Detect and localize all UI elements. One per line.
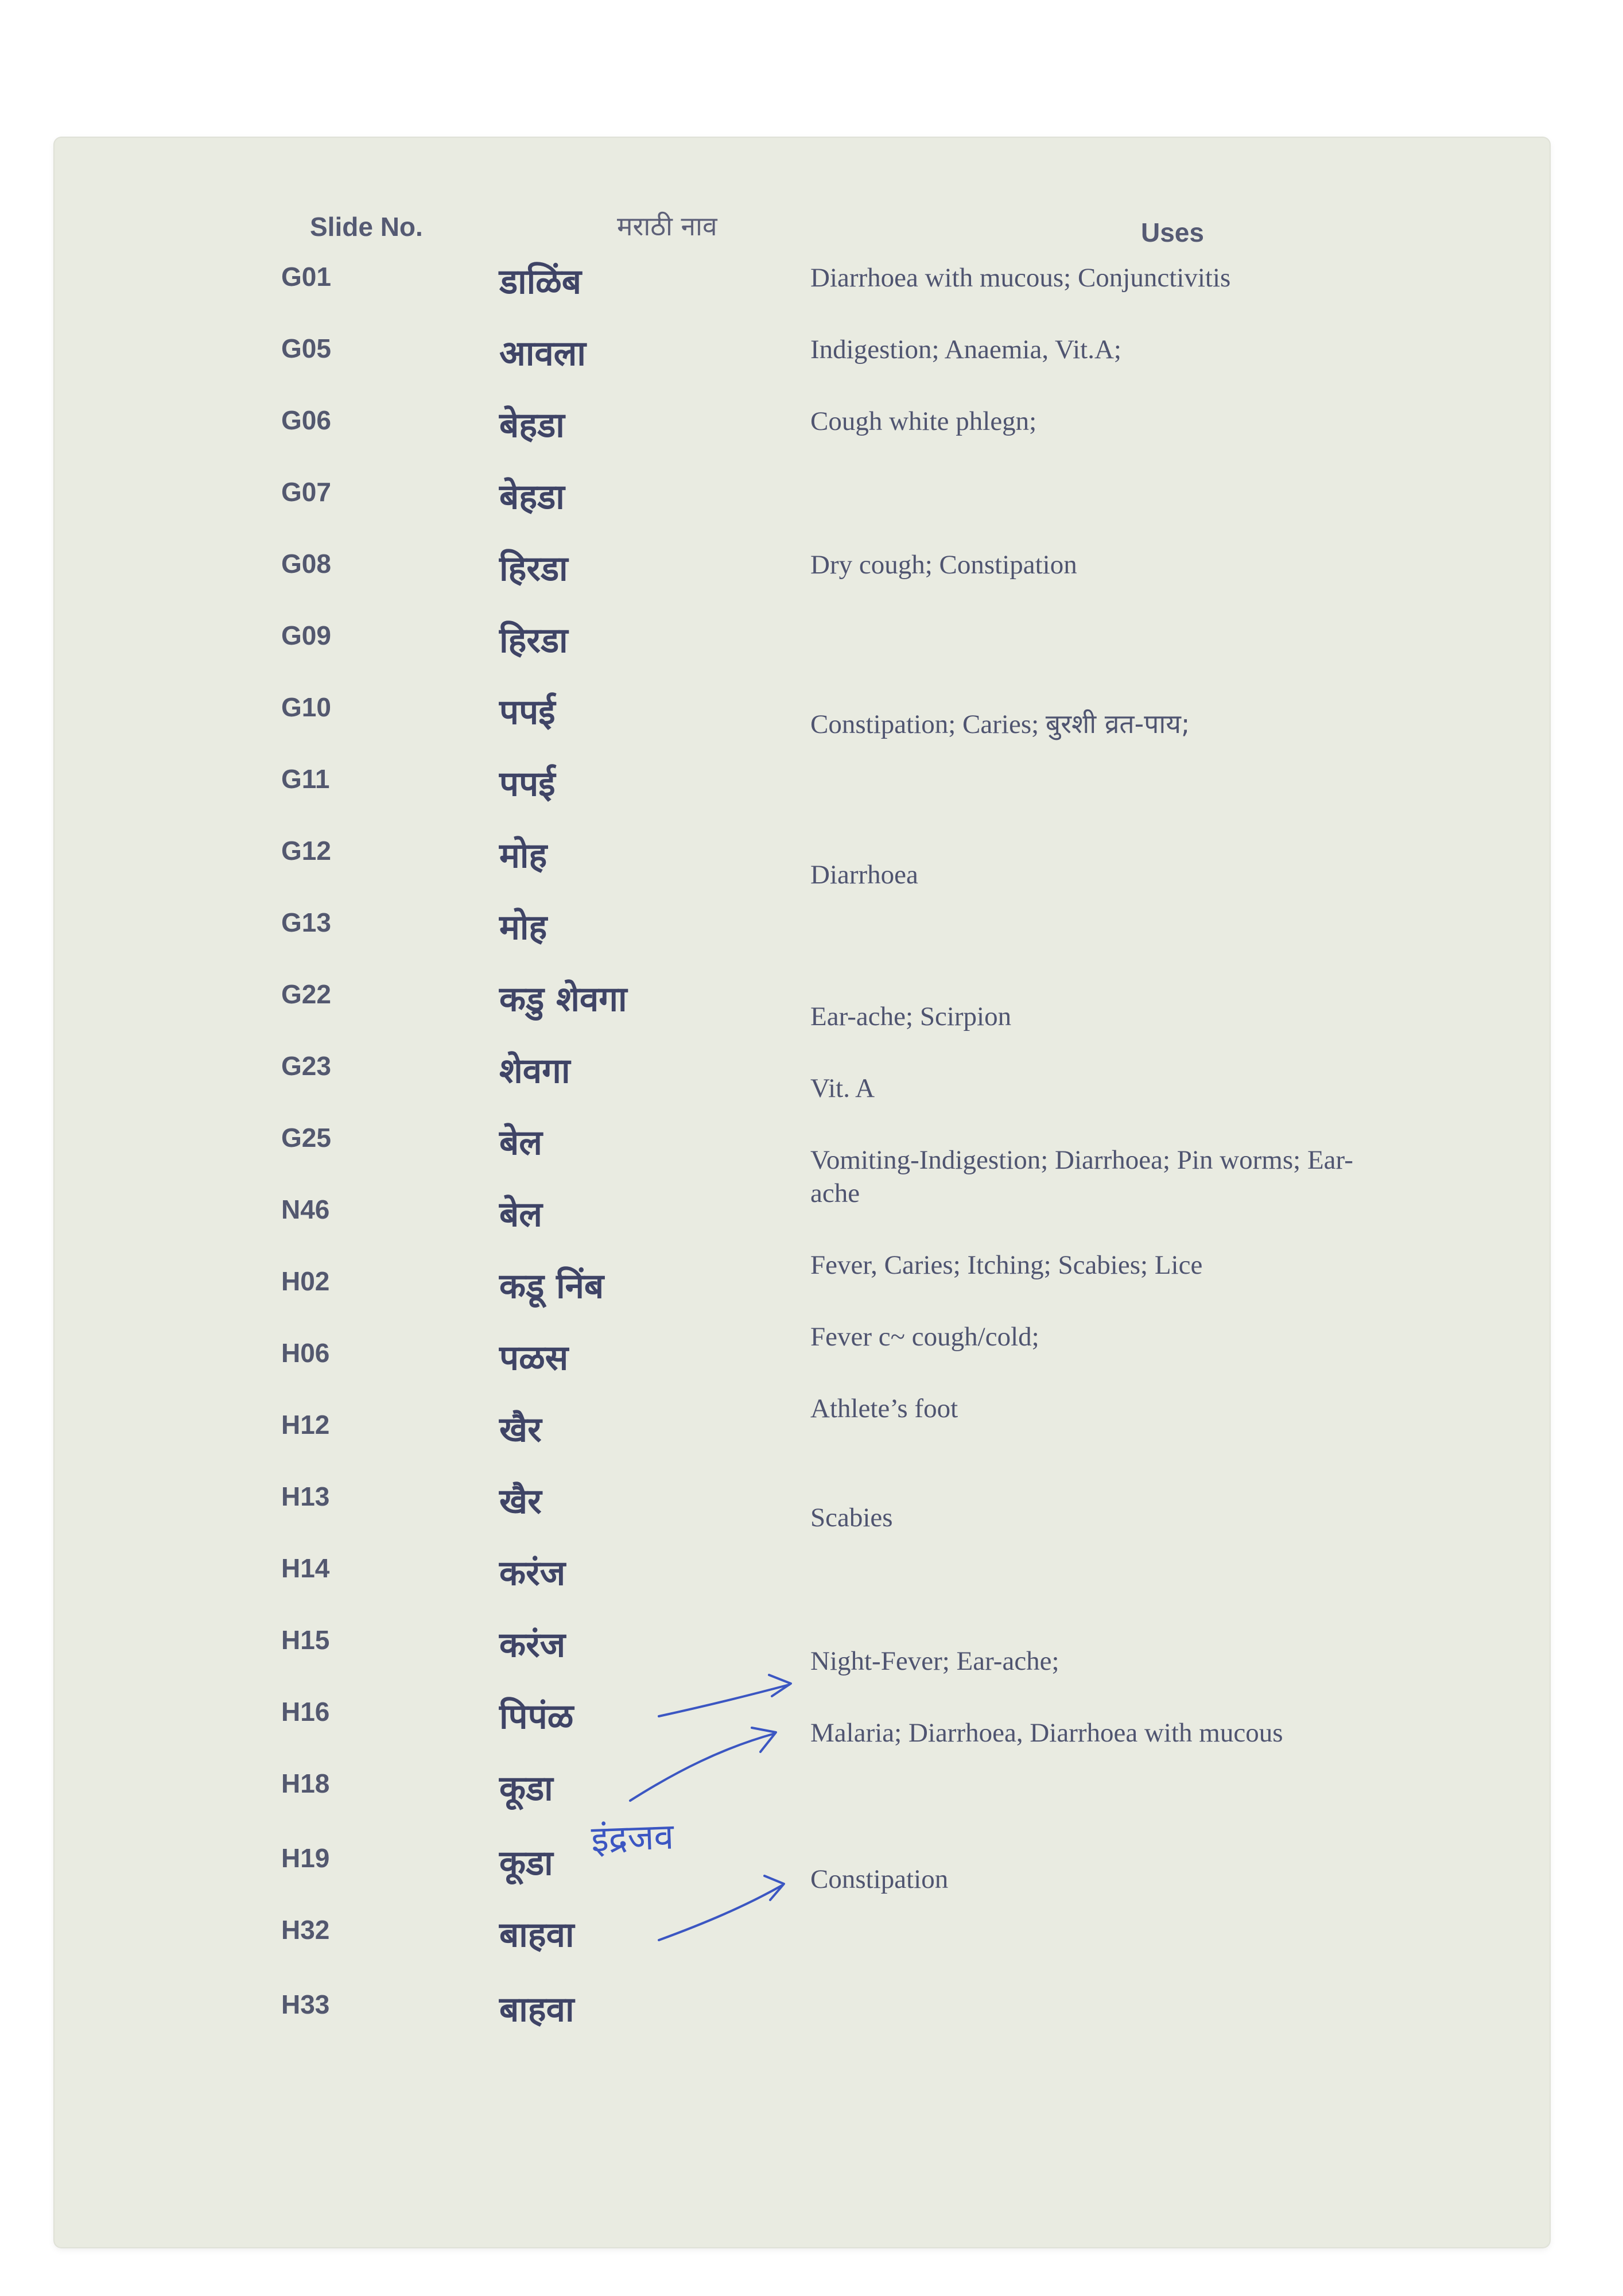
- annotation-arrow: [630, 1733, 775, 1801]
- header-slide-no: Slide No.: [310, 212, 423, 242]
- marathi-name: खैर: [499, 1481, 542, 1522]
- use-text: Constipation: [810, 1864, 949, 1894]
- marathi-name: कडु शेवगा: [499, 979, 627, 1019]
- header-uses: Uses: [1141, 218, 1204, 247]
- marathi-name: मोह: [499, 907, 548, 948]
- use-text: Indigestion; Anaemia, Vit.A;: [810, 335, 1121, 364]
- use-text: Scabies: [810, 1503, 893, 1533]
- slide-code: H18: [281, 1768, 330, 1798]
- use-text: Vit. A: [810, 1073, 875, 1103]
- slide-code: H33: [281, 1989, 330, 2019]
- header-marathi-name: मराठी नाव: [617, 211, 717, 242]
- marathi-name: बेहडा: [499, 405, 565, 445]
- marathi-name: बेल: [499, 1194, 542, 1235]
- marathi-name: शेवगा: [499, 1051, 570, 1091]
- use-text: Malaria; Diarrhoea, Diarrhoea with mucous: [810, 1718, 1283, 1748]
- slide-code: H15: [281, 1625, 330, 1655]
- slide-code: G25: [281, 1123, 331, 1153]
- use-text: Diarrhoea with mucous; Conjunctivitis: [810, 263, 1231, 293]
- marathi-name: करंज: [499, 1553, 566, 1593]
- use-text: Athlete’s foot: [810, 1394, 958, 1424]
- marathi-name: आवला: [499, 333, 586, 374]
- marathi-name: बाहवा: [499, 1915, 574, 1955]
- slide-code: N46: [281, 1194, 330, 1224]
- use-text: Night-Fever; Ear-ache;: [810, 1646, 1059, 1676]
- slide-code: G13: [281, 907, 331, 937]
- slide-code: G07: [281, 477, 331, 507]
- marathi-name: पळस: [499, 1338, 569, 1378]
- slide-code: H16: [281, 1697, 330, 1727]
- marathi-name: हिरडा: [499, 620, 568, 661]
- marathi-name: पपई: [499, 764, 556, 804]
- slide-code: G10: [281, 692, 331, 722]
- slide-code: G05: [281, 333, 331, 363]
- use-text-english: Constipation; Caries;: [810, 709, 1046, 739]
- slide-code: G09: [281, 620, 331, 650]
- marathi-name: पपई: [499, 692, 556, 732]
- slide-code: H19: [281, 1843, 330, 1873]
- marathi-name: करंज: [499, 1625, 566, 1665]
- use-text: Cough white phlegn;: [810, 406, 1037, 436]
- slide-code: G12: [281, 836, 331, 866]
- marathi-name: खैर: [499, 1410, 542, 1450]
- slide-code: H14: [281, 1553, 330, 1583]
- use-text-line: ache: [810, 1178, 860, 1208]
- slide-code: G06: [281, 405, 331, 435]
- use-text: Fever c~ cough/cold;: [810, 1322, 1039, 1352]
- slide-code: G22: [281, 979, 331, 1009]
- slide-code: H12: [281, 1410, 330, 1440]
- use-text: Ear-ache; Scirpion: [810, 1002, 1012, 1031]
- marathi-name: मोह: [499, 836, 548, 876]
- annotation-arrow-head: [764, 1876, 784, 1900]
- marathi-name: कडू निंब: [499, 1266, 604, 1306]
- marathi-name: कूडा: [499, 1843, 553, 1883]
- marathi-name: हिरडा: [499, 549, 568, 589]
- slide-code: G08: [281, 549, 331, 579]
- slide-code: H13: [281, 1481, 330, 1511]
- use-text: Fever, Caries; Itching; Scabies; Lice: [810, 1250, 1203, 1280]
- marathi-name: बाहवा: [499, 1989, 574, 2030]
- use-text-line: Vomiting-Indigestion; Diarrhoea; Pin worms; Ear-: [810, 1145, 1353, 1175]
- slide-code: H32: [281, 1915, 330, 1945]
- slide-code: H06: [281, 1338, 330, 1368]
- slide-code: G01: [281, 262, 331, 292]
- slide-code: H02: [281, 1266, 330, 1296]
- handwritten-annotation: इंद्रजव: [590, 1815, 675, 1860]
- use-text: Dry cough; Constipation: [810, 550, 1077, 580]
- slide-code: G23: [281, 1051, 331, 1081]
- use-text-marathi: बुरशी व्रत-पाय;: [1045, 708, 1190, 739]
- annotation-arrow: [659, 1886, 782, 1940]
- marathi-name: कूडा: [499, 1768, 553, 1809]
- annotation-arrow-head: [769, 1675, 791, 1696]
- marathi-name: बेल: [499, 1123, 542, 1163]
- marathi-name: डाळिंब: [499, 262, 582, 302]
- marathi-name: पिपंळ: [499, 1697, 574, 1737]
- annotation-arrow: [659, 1685, 789, 1716]
- marathi-name: बेहडा: [499, 477, 565, 517]
- use-text: Diarrhoea: [810, 860, 918, 890]
- slide-code: G11: [281, 764, 330, 794]
